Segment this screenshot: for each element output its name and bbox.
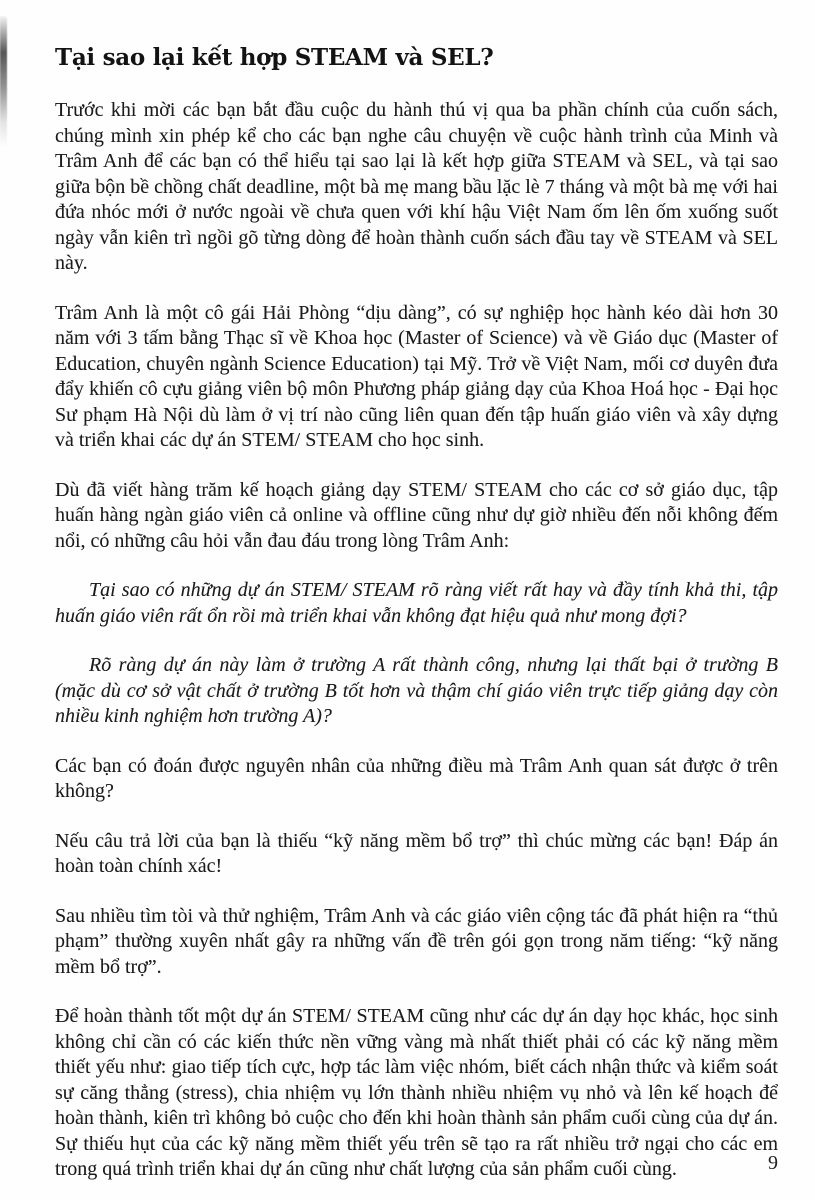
paragraph-correct-answer: Nếu câu trả lời của bạn là thiếu “kỹ năng mềm bổ trợ” thì chúc mừng các bạn! Đáp án hoàn toàn chính xác! (55, 829, 778, 877)
paragraph-can-you-guess: Các bạn có đoán được nguyên nhân của những điều mà Trâm Anh quan sát được ở trên không? (55, 754, 778, 802)
page-number: 9 (768, 1152, 778, 1174)
section-title: Tại sao lại kết hợp STEAM và SEL? (55, 44, 494, 71)
question-why-projects-fail: Tại sao có những dự án STEM/ STEAM rõ ràng viết rất hay và đầy tính khả thi, tập huấn giáo viên rất ổn rồi mà triển khai vẫn không đạt hiệu quả như mong đợi? (55, 579, 778, 627)
question-school-a-vs-b: Rõ ràng dự án này làm ở trường A rất thành công, nhưng lại thất bại ở trường B (mặc dù cơ sở vật chất ở trường B tốt hơn và thậm chí giáo viên trực tiếp giảng dạy còn nhiều kinh nghiệm hơn trường A)? (55, 654, 778, 727)
scan-shadow-artifact (0, 16, 7, 146)
paragraph-tram-anh-bio: Trâm Anh là một cô gái Hải Phòng “dịu dàng”, có sự nghiệp học hành kéo dài hơn 30 năm với 3 tấm bằng Thạc sĩ về Khoa học (Master of Science) và về Giáo dục (Master of Education, chuyên ngành Science Education) tại Mỹ. Trở về Việt Nam, mối cơ duyên đưa đẩy khiến cô cựu giảng viên bộ môn Phương pháp giảng dạy của Khoa Hoá học - Đại học Sư phạm Hà Nội dù làm ở vị trí nào cũng liên quan đến tập huấn giáo viên và xây dựng và triển khai các dự án STEM/ STEAM cho học sinh. (55, 301, 778, 451)
paragraph-essential-soft-skills: Để hoàn thành tốt một dự án STEM/ STEAM cũng như các dự án dạy học khác, học sinh không chỉ cần có các kiến thức nền vững vàng mà nhất thiết phải có các kỹ năng mềm thiết yếu như: giao tiếp tích cực, hợp tác làm việc nhóm, biết cách nhận thức và kiểm soát sự căng thẳng (stress), chia nhiệm vụ lớn thành nhiều nhiệm vụ nhỏ và lên kế hoạch để hoàn thành, kiên trì không bỏ cuộc cho đến khi hoàn thành sản phẩm cuối cùng của dự án. Sự thiếu hụt của các kỹ năng mềm thiết yếu trên sẽ tạo ra rất nhiều trở ngại cho các em trong quá trình triển khai dự án cũng như chất lượng của sản phẩm cuối cùng. (55, 1005, 778, 1180)
page-content (55, 44, 778, 1200)
paragraph-teaching-experience: Dù đã viết hàng trăm kế hoạch giảng dạy STEM/ STEAM cho các cơ sở giáo dục, tập huấn hàng ngàn giáo viên cả online và offline cũng như dự giờ nhiều đến nỗi không đếm nổi, có những câu hỏi vẫn đau đáu trong lòng Trâm Anh: (55, 478, 778, 552)
paragraph-culprit-soft-skills: Sau nhiều tìm tòi và thử nghiệm, Trâm Anh và các giáo viên cộng tác đã phát hiện ra “thủ phạm” thường xuyên nhất gây ra những vấn đề trên gói gọn trong năm tiếng: “kỹ năng mềm bổ trợ”. (55, 904, 778, 978)
paragraph-intro-journey: Trước khi mời các bạn bắt đầu cuộc du hành thú vị qua ba phần chính của cuốn sách, chúng mình xin phép kể cho các bạn nghe câu chuyện về cuộc hành trình của Minh và Trâm Anh để các bạn có thể hiểu tại sao lại là kết hợp giữa STEAM và SEL, và tại sao giữa bộn bề chồng chất deadline, một bà mẹ mang bầu lặc lè 7 tháng và một bà mẹ với hai đứa nhóc mới ở nước ngoài về chưa quen với khí hậu Việt Nam ốm lên ốm xuống suốt ngày vẫn kiên trì ngồi gõ từng dòng để hoàn thành cuốn sách đầu tay về STEAM và SEL này. (55, 99, 778, 274)
